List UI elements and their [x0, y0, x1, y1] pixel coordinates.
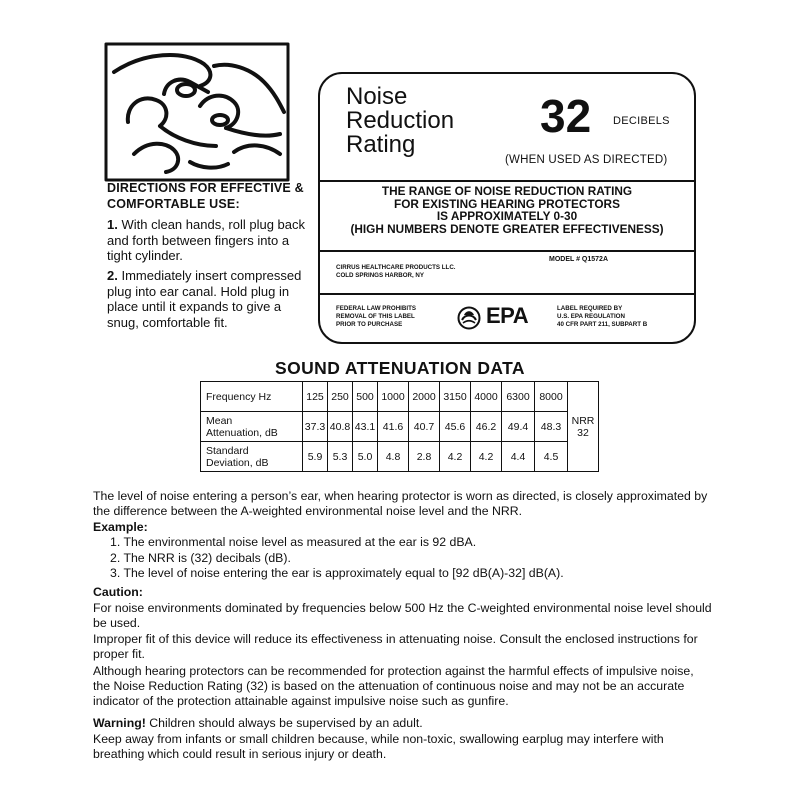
table-cell: 5.0: [353, 442, 378, 472]
example-list: [110, 535, 710, 582]
example-heading: Example:: [93, 520, 148, 534]
table-cell: 4.8: [378, 442, 409, 472]
table-cell: 43.1: [353, 412, 378, 442]
table-cell: 40.7: [409, 412, 440, 442]
direction-step: [107, 268, 307, 330]
company-info: [336, 264, 456, 280]
caution-paragraph: Improper fit of this device will reduce its effectiveness in attenuating noise. Consult the enclosed instructions for proper fit.: [93, 632, 698, 661]
federal-notice: [336, 305, 416, 329]
table-cell: 1000: [378, 382, 409, 412]
table-cell: 4.2: [471, 442, 502, 472]
intro-paragraph: The level of noise entering a person’s ear, when hearing protector is worn as directed, is closely approximated by the difference between the A-weighted environmental noise level and the NRR.: [93, 489, 708, 518]
sd-row: [201, 442, 599, 472]
direction-step: [107, 217, 307, 264]
nrr-unit: DECIBELS: [613, 115, 670, 127]
nrr-title-line: Reduction: [346, 107, 455, 134]
range-line: THE RANGE OF NOISE REDUCTION RATING: [381, 184, 633, 198]
table-cell: 125: [303, 382, 328, 412]
table-cell: 41.6: [378, 412, 409, 442]
caution-paragraph: For noise environments dominated by frequencies below 500 Hz the C-weighted environmental noise level should be used.: [93, 601, 712, 630]
attenuation-title: SOUND ATTENUATION DATA: [275, 358, 525, 378]
earplug-rolling-illustration: [104, 42, 290, 182]
table-cell: 4.5: [535, 442, 568, 472]
row-label: [201, 442, 303, 472]
table-cell: 40.8: [328, 412, 353, 442]
warning-paragraph: [93, 716, 713, 731]
table-cell: 46.2: [471, 412, 502, 442]
directions-heading: DIRECTIONS FOR EFFECTIVE & COMFORTABLE USE:: [107, 181, 304, 211]
caution-heading: Caution:: [93, 585, 143, 599]
nrr-range-statement: [328, 185, 686, 235]
row-label-line: Deviation, dB: [206, 456, 269, 469]
list-item: 1. The environmental noise level as measured at the ear is 92 dBA.: [110, 535, 477, 549]
nrr-title-line: Noise: [346, 83, 408, 110]
row-label: [201, 412, 303, 442]
table-cell: 45.6: [440, 412, 471, 442]
row-label-line: Mean: [206, 414, 233, 427]
regulation-notice: [557, 305, 647, 329]
range-line: FOR EXISTING HEARING PROTECTORS: [394, 196, 620, 211]
epa-logo-text: EPA: [486, 303, 529, 328]
federal-line: REMOVAL OF THIS LABEL: [336, 313, 415, 320]
company-name: CIRRUS HEALTHCARE PRODUCTS LLC.: [336, 264, 456, 271]
nrr-cell-label: NRR: [571, 414, 595, 427]
attenuation-table: [200, 381, 599, 472]
table-cell: 48.3: [535, 412, 568, 442]
federal-line: PRIOR TO PURCHASE: [336, 321, 403, 328]
federal-line: FEDERAL LAW PROHIBITS: [336, 305, 416, 312]
table-cell: 4000: [471, 382, 502, 412]
divider: [320, 250, 694, 252]
table-cell: 5.3: [328, 442, 353, 472]
step-number: 2.: [107, 268, 118, 283]
frequency-row: [201, 382, 599, 412]
model-number: MODEL # Q1572A: [549, 256, 609, 263]
range-line: (HIGH NUMBERS DENOTE GREATER EFFECTIVENESS): [350, 221, 664, 236]
nrr-cell: [568, 382, 599, 472]
table-cell: 2.8: [409, 442, 440, 472]
keep-away-paragraph: Keep away from infants or small children because, while non-toxic, swallowing earplug may interfere with breathing which could result in serious injury or death.: [93, 732, 664, 761]
row-label: Frequency Hz: [201, 382, 303, 412]
regulation-line: LABEL REQUIRED BY: [557, 305, 623, 312]
nrr-when-used: (WHEN USED AS DIRECTED): [505, 154, 668, 166]
regulation-line: U.S. EPA REGULATION: [557, 313, 625, 320]
company-location: COLD SPRINGS HARBOR, NY: [336, 272, 425, 279]
table-cell: 4.4: [502, 442, 535, 472]
table-cell: 49.4: [502, 412, 535, 442]
step-text: Immediately insert compressed plug into ear canal. Hold plug in place until it expands to give a snug, comfortable fit.: [107, 268, 302, 330]
nrr-title: [346, 85, 526, 157]
regulation-line: 40 CFR PART 211, SUBPART B: [557, 321, 648, 328]
warning-label: Warning!: [93, 716, 146, 730]
row-label-line: Standard: [206, 444, 249, 457]
divider: [320, 293, 694, 295]
step-text: With clean hands, roll plug back and forth between fingers into a tight cylinder.: [107, 217, 306, 263]
table-cell: 2000: [409, 382, 440, 412]
table-cell: 4.2: [440, 442, 471, 472]
range-line: IS APPROXIMATELY 0-30: [436, 209, 578, 223]
nrr-title-line: Rating: [346, 131, 416, 158]
table-cell: 8000: [535, 382, 568, 412]
nrr-cell-value: 32: [577, 426, 589, 439]
caution-paragraph: Although hearing protectors can be recommended for protection against the harmful effects of impulsive noise, the Noise Reduction Rating (32) is based on the attenuation of continuous noise and may not be an accurate indicator of the protection attainable against impulsive noise such as gunfire.: [93, 664, 694, 708]
warning-text: Children should always be supervised by an adult.: [145, 716, 423, 730]
table-cell: 5.9: [303, 442, 328, 472]
divider: [320, 180, 694, 182]
row-label-line: Attenuation, dB: [206, 426, 278, 439]
nrr-value: 32: [540, 90, 592, 142]
table-cell: 6300: [502, 382, 535, 412]
table-cell: 37.3: [303, 412, 328, 442]
table-cell: 3150: [440, 382, 471, 412]
table-cell: 500: [353, 382, 378, 412]
list-item: 3. The level of noise entering the ear is approximately equal to [92 dB(A)-32] dB(A).: [110, 566, 564, 580]
list-item: 2. The NRR is (32) decibals (dB).: [110, 550, 291, 565]
step-number: 1.: [107, 217, 118, 232]
table-cell: 250: [328, 382, 353, 412]
mean-row: [201, 412, 599, 442]
